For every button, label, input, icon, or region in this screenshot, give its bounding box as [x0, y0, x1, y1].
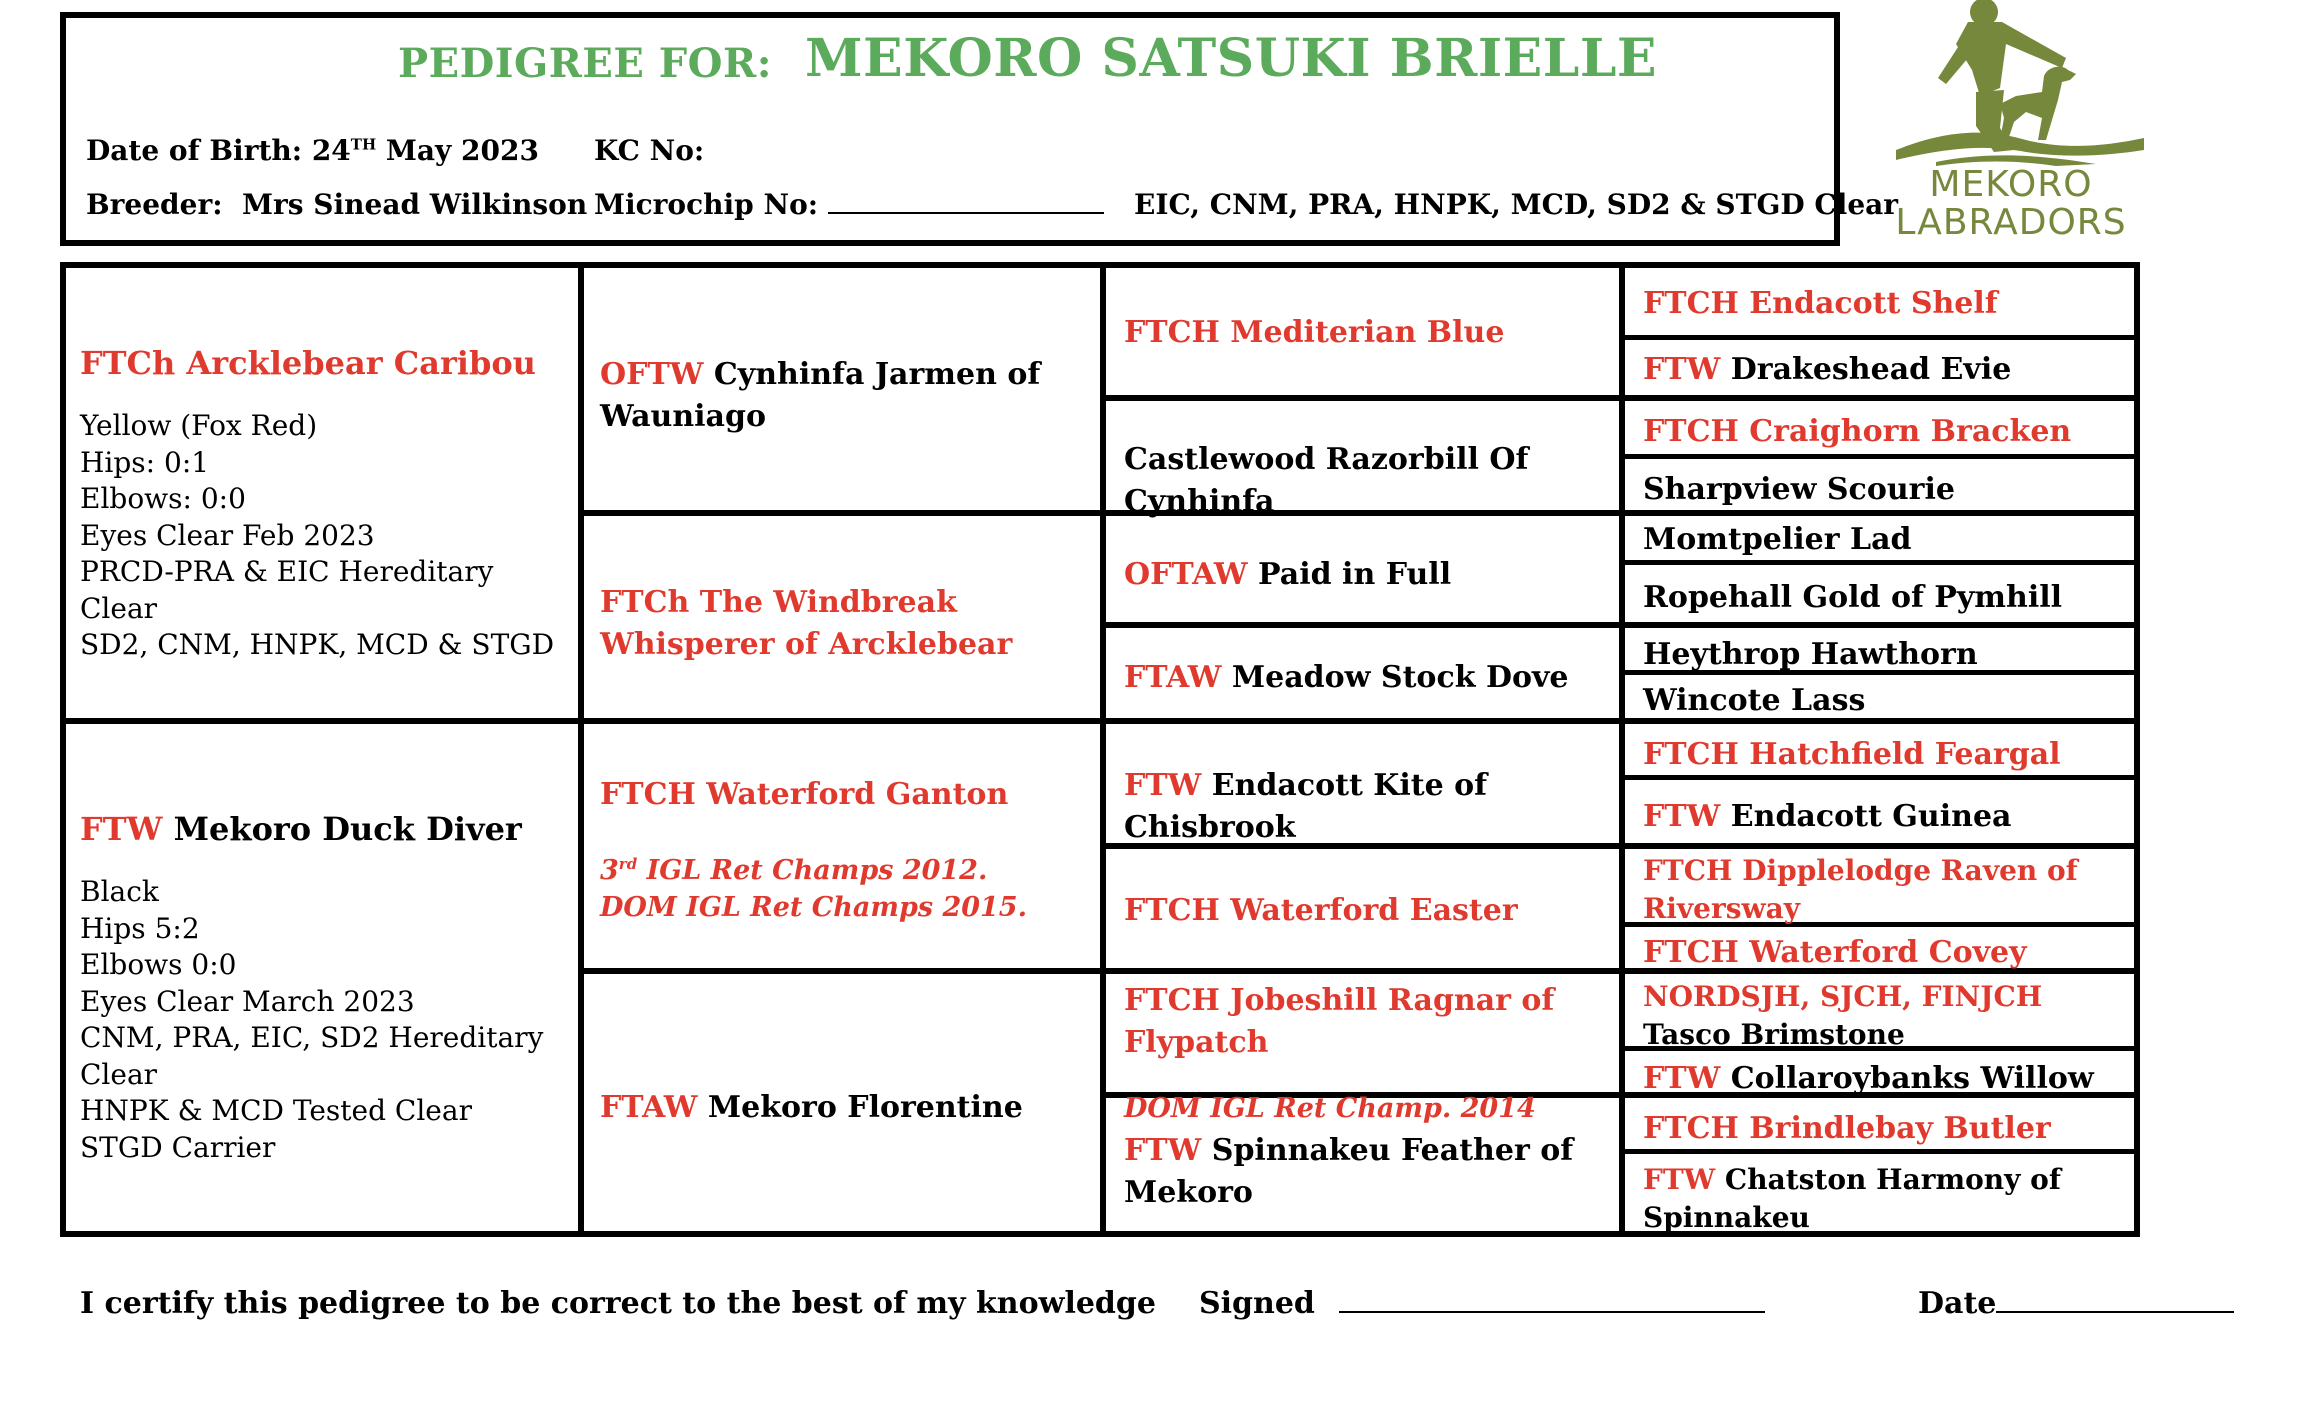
- gen4-r2-prefix: FTW: [1643, 352, 1721, 387]
- date-line: [1996, 1311, 2234, 1313]
- dob-suffix: TH: [350, 135, 377, 154]
- gen4-r11: FTCH Dipplelodge Raven of Riversway: [1643, 854, 2078, 925]
- gen3-dss: [1124, 765, 1614, 849]
- dog-name-title: MEKORO SATSUKI BRIELLE: [805, 28, 1658, 89]
- signature-line: [1339, 1311, 1765, 1313]
- certify-statement: I certify this pedigree to be correct to the best of my knowledge: [80, 1286, 1156, 1321]
- gen4-r13-name: Tasco Brimstone: [1643, 1018, 1905, 1051]
- gen2-dam-sire: [600, 774, 1090, 926]
- gen3-ssd: Castlewood Razorbill Of Cynhinfa: [1124, 442, 1529, 519]
- gen4-r10: [1643, 796, 2133, 838]
- dam-detail-line: Hips 5:2: [80, 911, 200, 945]
- gen2-ds-note-1: 3rd IGL Ret Champs 2012.: [600, 855, 988, 886]
- gen3-dsd: FTCH Waterford Easter: [1124, 893, 1518, 928]
- gen2-dd-name: Mekoro Florentine: [707, 1090, 1023, 1125]
- gen4-r16: [1643, 1161, 2123, 1237]
- sire-name: FTCh Arcklebear Caribou: [80, 344, 536, 382]
- gen4-r15: FTCH Brindlebay Butler: [1643, 1111, 2051, 1146]
- gen3-dds-note: DOM IGL Ret Champ. 2014: [1124, 1093, 1536, 1124]
- grid-col-divider-3: [1619, 262, 1625, 1237]
- dob-label: Date of Birth:: [86, 134, 303, 167]
- gen4-r16-prefix: FTW: [1643, 1163, 1716, 1196]
- gen4-r13-prefix: NORDSJH, SJCH, FINJCH: [1643, 980, 2043, 1013]
- dob-day: 24: [311, 134, 351, 167]
- sire-cell: [80, 344, 575, 664]
- date-field: [1918, 1286, 2234, 1321]
- gen4-r9: FTCH Hatchfield Feargal: [1643, 737, 2061, 772]
- microchip: [594, 188, 1104, 221]
- signed-label: Signed: [1199, 1286, 1315, 1321]
- sire-detail-line: SD2, CNM, HNPK, MCD & STGD: [80, 628, 555, 661]
- grid-gen3-split-1: [1100, 395, 2140, 401]
- gen4-r14: [1643, 1058, 2133, 1100]
- breeder-value: Mrs Sinead Wilkinson: [242, 188, 588, 221]
- health-clear-statement: EIC, CNM, PRA, HNPK, MCD, SD2 & STGD Clear: [1134, 188, 1899, 221]
- mekoro-labradors-logo: [1876, 0, 2146, 250]
- sire-detail-line: Eyes Clear Feb 2023: [80, 518, 375, 552]
- gen2-dd-prefix: FTAW: [600, 1090, 698, 1125]
- gen3-sdd-name: Meadow Stock Dove: [1231, 660, 1569, 695]
- pedigree-for-label: PEDIGREE FOR:: [398, 40, 773, 87]
- logo-line2: LABRADORS: [1895, 202, 2127, 243]
- sire-details: [80, 408, 575, 664]
- gen4-r5: Momtpelier Lad: [1643, 522, 1912, 557]
- gen3-dds: [1124, 980, 1619, 1127]
- dam-detail-line: Eyes Clear March 2023: [80, 984, 415, 1018]
- dog-handler-logo-icon: [1876, 0, 2146, 170]
- gen2-ds-note-2: DOM IGL Ret Champs 2015.: [600, 892, 1027, 923]
- sire-detail-line: Elbows: 0:0: [80, 482, 246, 515]
- gen2-ss-name: Cynhinfa Jarmen of Wauniago: [600, 357, 1041, 434]
- gen3-sds-name: Paid in Full: [1258, 557, 1452, 592]
- dam-detail-line: HNPK & MCD Tested Clear: [80, 1094, 472, 1127]
- dob-rest: May 2023: [385, 134, 539, 167]
- gen3-sdd-prefix: FTAW: [1124, 660, 1222, 695]
- grid-gen4-split-1: [1619, 335, 2140, 340]
- gen4-r7: Heythrop Hawthorn: [1643, 637, 1978, 672]
- gen3-ddd: [1124, 1130, 1604, 1214]
- grid-gen3-split-2: [1100, 622, 2140, 628]
- breeder-label: Breeder:: [86, 188, 223, 221]
- date-of-birth: [86, 134, 539, 167]
- dam-detail-line: Elbows 0:0: [80, 948, 237, 981]
- dam-detail-line: CNM, PRA, EIC, SD2 Hereditary Clear: [80, 1021, 544, 1091]
- gen2-sire-dam: FTCh The Windbreak Whisperer of Arcklebear: [600, 585, 1013, 662]
- gen3-dss-prefix: FTW: [1124, 768, 1202, 803]
- gen3-sdd: [1124, 657, 1614, 699]
- dam-name-text: Mekoro Duck Diver: [173, 810, 522, 848]
- gen4-r4: Sharpview Scourie: [1643, 472, 1955, 507]
- gen3-sss: FTCH Mediterian Blue: [1124, 315, 1505, 350]
- signed-field: [1199, 1286, 1765, 1321]
- grid-col-divider-1: [578, 262, 584, 1237]
- kc-number-label: KC No:: [594, 134, 705, 167]
- breeder: [86, 188, 587, 221]
- grid-gen4-split-2: [1619, 454, 2140, 459]
- gen3-ddd-prefix: FTW: [1124, 1133, 1202, 1168]
- grid-col-divider-2: [1100, 262, 1106, 1237]
- sire-detail-line: Hips: 0:1: [80, 445, 210, 479]
- date-label: Date: [1918, 1286, 1997, 1321]
- gen4-r1: FTCH Endacott Shelf: [1643, 286, 1998, 321]
- dam-detail-line: Black: [80, 875, 159, 908]
- gen4-r10-prefix: FTW: [1643, 799, 1721, 834]
- gen3-sds-prefix: OFTAW: [1124, 557, 1248, 592]
- dam-cell: [80, 810, 575, 1166]
- gen4-r13: [1643, 978, 2123, 1054]
- dam-title-prefix: FTW: [80, 810, 163, 848]
- gen4-r10-name: Endacott Guinea: [1730, 799, 2012, 834]
- gen4-r14-prefix: FTW: [1643, 1061, 1721, 1096]
- gen3-sds: [1124, 554, 1614, 596]
- gen3-dss-name: Endacott Kite of Chisbrook: [1124, 768, 1488, 845]
- gen2-dam-dam: [600, 1087, 1090, 1129]
- gen4-r2-name: Drakeshead Evie: [1730, 352, 2012, 387]
- dam-detail-line: STGD Carrier: [80, 1130, 276, 1164]
- grid-right-border: [2134, 262, 2140, 1237]
- gen4-r8: Wincote Lass: [1643, 683, 1866, 718]
- grid-left-border: [60, 262, 66, 1237]
- gen4-r6: Ropehall Gold of Pymhill: [1643, 580, 2063, 615]
- dam-name: [80, 810, 575, 848]
- gen4-r16-name: Chatston Harmony of Spinnakeu: [1643, 1163, 2061, 1234]
- gen4-r12: FTCH Waterford Covey: [1643, 935, 2027, 970]
- gen2-ds-name: FTCH Waterford Ganton: [600, 777, 1009, 812]
- dam-details: [80, 874, 575, 1166]
- sire-detail-line: Yellow (Fox Red): [80, 409, 318, 442]
- gen2-sire-sire: [600, 354, 1090, 438]
- logo-line1: MEKORO: [1929, 164, 2093, 205]
- sire-detail-line: PRCD-PRA & EIC Hereditary Clear: [80, 555, 494, 625]
- gen4-r3: FTCH Craighorn Bracken: [1643, 414, 2072, 449]
- gen2-ss-prefix: OFTW: [600, 357, 704, 392]
- gen4-r2: [1643, 349, 2133, 391]
- gen3-ddd-name: Spinnakeu Feather of Mekoro: [1124, 1133, 1574, 1210]
- gen3-dds-name: FTCH Jobeshill Ragnar of Flypatch: [1124, 983, 1555, 1060]
- microchip-label: Microchip No:: [594, 188, 819, 221]
- microchip-blank-line: [828, 212, 1104, 214]
- gen4-r14-name: Collaroybanks Willow: [1730, 1061, 2094, 1096]
